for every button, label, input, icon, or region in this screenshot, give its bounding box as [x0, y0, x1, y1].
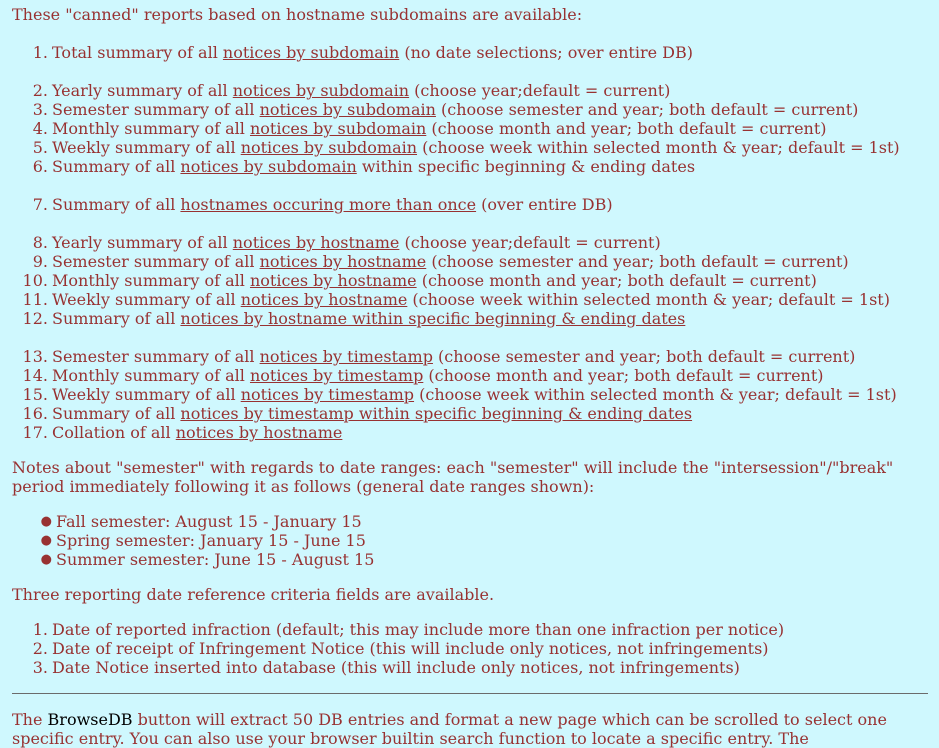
report-suffix: (choose month and year; both default = current) — [423, 366, 824, 385]
semester-list — [12, 512, 928, 569]
report-link[interactable]: notices by subdomain — [222, 43, 400, 62]
report-suffix: (choose semester and year; both default = current) — [426, 252, 849, 271]
report-number: 1. — [32, 43, 48, 62]
report-link[interactable]: notices by subdomain — [259, 100, 436, 119]
report-item — [12, 347, 928, 366]
report-link[interactable]: notices by hostname — [259, 252, 427, 271]
semester-text: Spring semester: January 15 - June 15 — [56, 531, 366, 550]
report-text — [52, 423, 342, 442]
report-prefix: Semester summary of all — [52, 347, 260, 366]
report-item — [12, 252, 928, 271]
report-text — [52, 233, 661, 252]
report-number: 14. — [22, 366, 48, 385]
semester-text: Fall semester: August 15 - January 15 — [56, 512, 362, 531]
divider — [12, 693, 928, 694]
report-prefix: Monthly summary of all — [52, 366, 250, 385]
browse-pre: The — [12, 710, 48, 729]
report-prefix: Weekly summary of all — [52, 290, 241, 309]
report-link[interactable]: notices by subdomain — [180, 157, 357, 176]
report-number: 6. — [32, 157, 48, 176]
report-link[interactable]: notices by hostname within specific beginning & ending dates — [180, 309, 686, 328]
report-group — [12, 347, 928, 442]
report-number: 10. — [22, 271, 48, 290]
report-text — [52, 271, 817, 290]
report-text — [52, 138, 900, 157]
report-link[interactable]: notices by subdomain — [240, 138, 418, 157]
bullet-icon: ● — [40, 552, 52, 567]
report-text — [52, 366, 824, 385]
report-number: 11. — [22, 290, 48, 309]
semester-item — [12, 512, 928, 531]
report-number: 3. — [32, 100, 48, 119]
browsedb-label: BrowseDB — [47, 710, 133, 729]
report-item — [12, 81, 928, 100]
report-text — [52, 290, 890, 309]
report-text — [52, 100, 858, 119]
report-item — [12, 366, 928, 385]
report-number: 12. — [22, 309, 48, 328]
report-text — [52, 157, 695, 176]
report-suffix: (choose semester and year; both default = current) — [435, 100, 859, 119]
report-link[interactable]: notices by timestamp — [259, 347, 433, 366]
criteria-item — [12, 639, 928, 658]
browse-post: button will extract 50 DB entries and format a new page which can be scrolled to select one specific entry. You can also use your browser builtin search function to locate a specific entry. The — [12, 710, 887, 748]
report-link[interactable]: notices by hostname — [232, 233, 400, 252]
report-item — [12, 404, 928, 423]
report-item — [12, 138, 928, 157]
report-number: 13. — [22, 347, 48, 366]
report-text — [52, 404, 692, 423]
report-link[interactable]: notices by subdomain — [232, 81, 410, 100]
report-group — [12, 195, 928, 214]
report-suffix: (choose week within selected month & year; default = 1st) — [417, 138, 900, 157]
report-link[interactable]: notices by subdomain — [249, 119, 427, 138]
semester-item — [12, 550, 928, 569]
report-suffix: (choose month and year; both default = current) — [416, 271, 817, 290]
report-link[interactable]: notices by hostname — [240, 290, 408, 309]
report-suffix: (no date selections; over entire DB) — [399, 43, 693, 62]
report-group — [12, 233, 928, 328]
report-number: 8. — [32, 233, 48, 252]
bullet-icon: ● — [40, 533, 52, 548]
report-link[interactable]: notices by timestamp — [249, 366, 424, 385]
criteria-number: 2. — [32, 639, 48, 658]
report-prefix: Collation of all — [52, 423, 176, 442]
report-suffix: (choose semester and year; both default = current) — [432, 347, 856, 366]
report-text — [52, 195, 613, 214]
browse-paragraph — [12, 710, 928, 748]
report-number: 17. — [22, 423, 48, 442]
criteria-text: Date Notice inserted into database (this will include only notices, not infringements) — [52, 658, 740, 677]
report-prefix: Summary of all — [52, 157, 181, 176]
report-text — [52, 43, 693, 62]
report-prefix: Yearly summary of all — [52, 233, 233, 252]
report-suffix: within specific beginning & ending dates — [356, 157, 696, 176]
report-item — [12, 290, 928, 309]
report-prefix: Semester summary of all — [52, 252, 260, 271]
report-item — [12, 309, 928, 328]
report-group — [12, 81, 928, 176]
report-prefix: Monthly summary of all — [52, 271, 250, 290]
report-item — [12, 195, 928, 214]
report-text — [52, 385, 897, 404]
report-item — [12, 157, 928, 176]
report-link[interactable]: notices by timestamp within specific beginning & ending dates — [180, 404, 693, 423]
criteria-number: 3. — [32, 658, 48, 677]
criteria-item — [12, 620, 928, 639]
report-number: 2. — [32, 81, 48, 100]
report-suffix: (choose week within selected month & year; default = 1st) — [407, 290, 890, 309]
report-prefix: Semester summary of all — [52, 100, 260, 119]
report-suffix: (choose year;default = current) — [409, 81, 671, 100]
report-number: 4. — [32, 119, 48, 138]
criteria-intro: Three reporting date reference criteria fields are available. — [12, 585, 495, 604]
report-text — [52, 252, 849, 271]
semester-item — [12, 531, 928, 550]
report-group — [12, 43, 928, 62]
report-item — [12, 271, 928, 290]
report-prefix: Summary of all — [52, 195, 181, 214]
report-item — [12, 43, 928, 62]
criteria-text: Date of reported infraction (default; this may include more than one infraction per notice) — [52, 620, 785, 639]
report-prefix: Monthly summary of all — [52, 119, 250, 138]
report-text — [52, 81, 670, 100]
report-number: 9. — [32, 252, 48, 271]
report-number: 16. — [22, 404, 48, 423]
report-prefix: Weekly summary of all — [52, 385, 241, 404]
report-text — [52, 347, 855, 366]
report-link[interactable]: notices by hostname — [249, 271, 417, 290]
report-text — [52, 309, 685, 328]
report-suffix: (choose year;default = current) — [399, 233, 661, 252]
criteria-number: 1. — [32, 620, 48, 639]
report-prefix: Summary of all — [52, 404, 181, 423]
report-link[interactable]: hostnames occuring more than once — [180, 195, 477, 214]
report-item — [12, 385, 928, 404]
semester-text: Summer semester: June 15 - August 15 — [56, 550, 375, 569]
criteria-text: Date of receipt of Infringement Notice (this will include only notices, not infringements) — [52, 639, 769, 658]
report-list — [12, 43, 928, 442]
report-item — [12, 119, 928, 138]
report-text — [52, 119, 827, 138]
report-link[interactable]: notices by hostname — [175, 423, 343, 442]
report-suffix: (over entire DB) — [476, 195, 613, 214]
intro-text: These "canned" reports based on hostname subdomains are available: — [12, 5, 583, 24]
criteria-item — [12, 658, 928, 677]
report-item — [12, 423, 928, 442]
report-prefix: Summary of all — [52, 309, 181, 328]
report-prefix: Total summary of all — [52, 43, 223, 62]
report-suffix: (choose week within selected month & year; default = 1st) — [414, 385, 897, 404]
bullet-icon: ● — [40, 514, 52, 529]
report-suffix: (choose month and year; both default = current) — [426, 119, 827, 138]
report-item — [12, 100, 928, 119]
report-number: 7. — [32, 195, 48, 214]
report-prefix: Weekly summary of all — [52, 138, 241, 157]
report-number: 15. — [22, 385, 48, 404]
report-link[interactable]: notices by timestamp — [240, 385, 415, 404]
report-prefix: Yearly summary of all — [52, 81, 233, 100]
semester-notes: Notes about "semester" with regards to date ranges: each "semester" will include the "intersession"/"break" period immediately following it as follows (general date ranges shown): — [12, 458, 894, 496]
report-number: 5. — [32, 138, 48, 157]
page-content — [12, 5, 928, 748]
report-item — [12, 233, 928, 252]
criteria-list — [12, 620, 928, 677]
